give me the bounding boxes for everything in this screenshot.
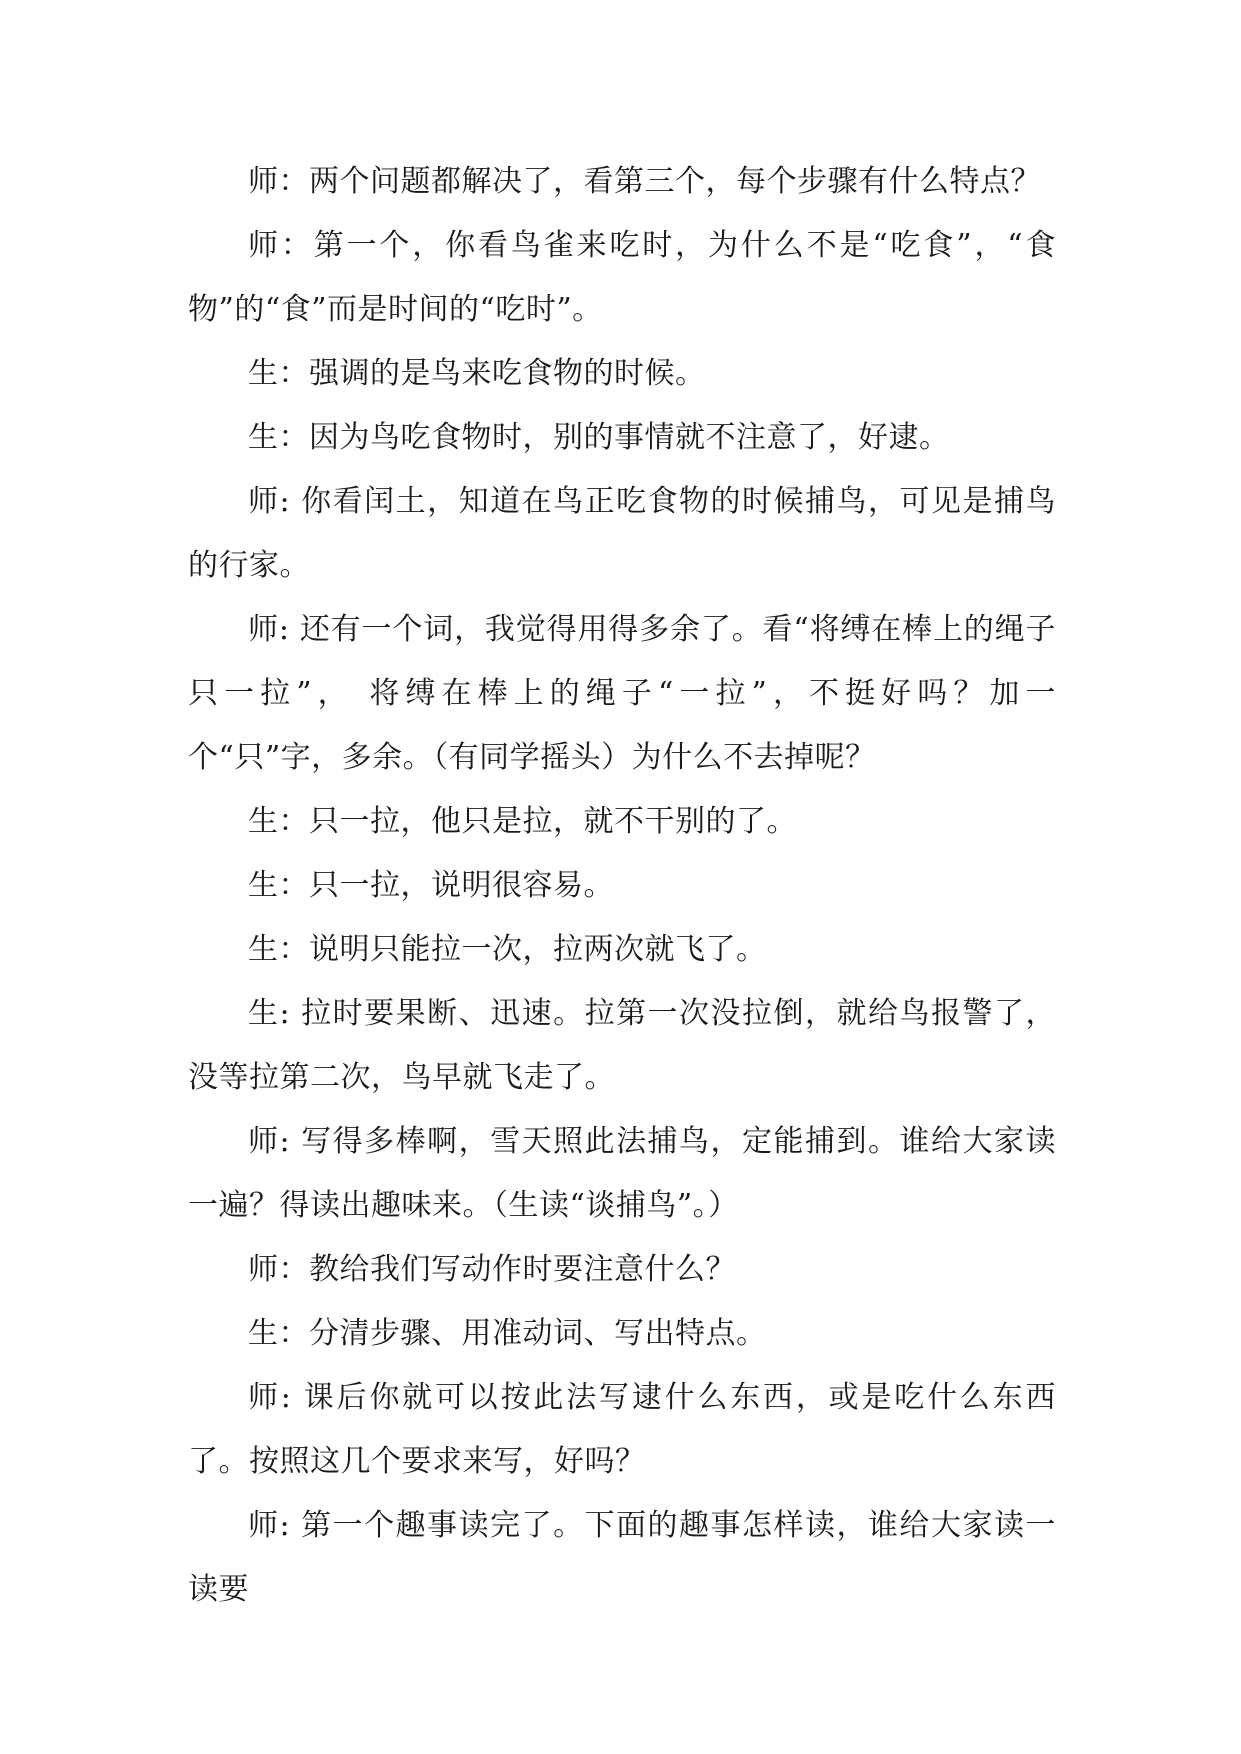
paragraph: 师: 你看闰土，知道在鸟正吃食物的时候捕鸟，可见是捕鸟的行家。 (188, 484, 1056, 583)
paragraph: 生：分清步骤、用准动词、写出特点。 (248, 1316, 767, 1351)
paragraph: 师: 课后你就可以按此法写逮什么东西，或是吃什么东西了。按照这几个要求来写，好吗？ (188, 1380, 1056, 1479)
paragraph: 生：因为鸟吃食物时，别的事情就不注意了，好逮。 (248, 420, 950, 455)
paragraph: 生：只一拉，说明很容易。 (248, 868, 614, 903)
paragraph: 师: 还有一个词，我觉得用得多余了。看“将缚在棒上的绳子只一拉”， 将缚在棒上的绳子“一拉”，不挺好吗？加一个“只”字，多余。（有同学摇头）为什么不去掉呢？ (188, 612, 1056, 775)
document-page (188, 150, 1056, 1622)
paragraph: 师：第一个，你看鸟雀来吃时，为什么不是“吃食”，“食物”的“食”而是时间的“吃时”。 (188, 228, 1056, 327)
paragraph: 生：说明只能拉一次，拉两次就飞了。 (248, 932, 767, 967)
paragraph: 师：两个问题都解决了，看第三个，每个步骤有什么特点？ (248, 164, 1041, 199)
paragraph: 生: 拉时要果断、迅速。拉第一次没拉倒，就给鸟报警了，没等拉第二次，鸟早就飞走了。 (188, 996, 1056, 1095)
paragraph: 师: 写得多棒啊，雪天照此法捕鸟，定能捕到。谁给大家读一遍？得读出趣味来。（生读“谈捕鸟”。） (188, 1124, 1056, 1223)
paragraph: 生：只一拉，他只是拉，就不干别的了。 (248, 804, 797, 839)
paragraph: 师：教给我们写动作时要注意什么？ (248, 1252, 736, 1287)
paragraph: 生：强调的是鸟来吃食物的时候。 (248, 356, 706, 391)
paragraph: 师: 第一个趣事读完了。下面的趣事怎样读，谁给大家读一读要 (188, 1508, 1056, 1607)
